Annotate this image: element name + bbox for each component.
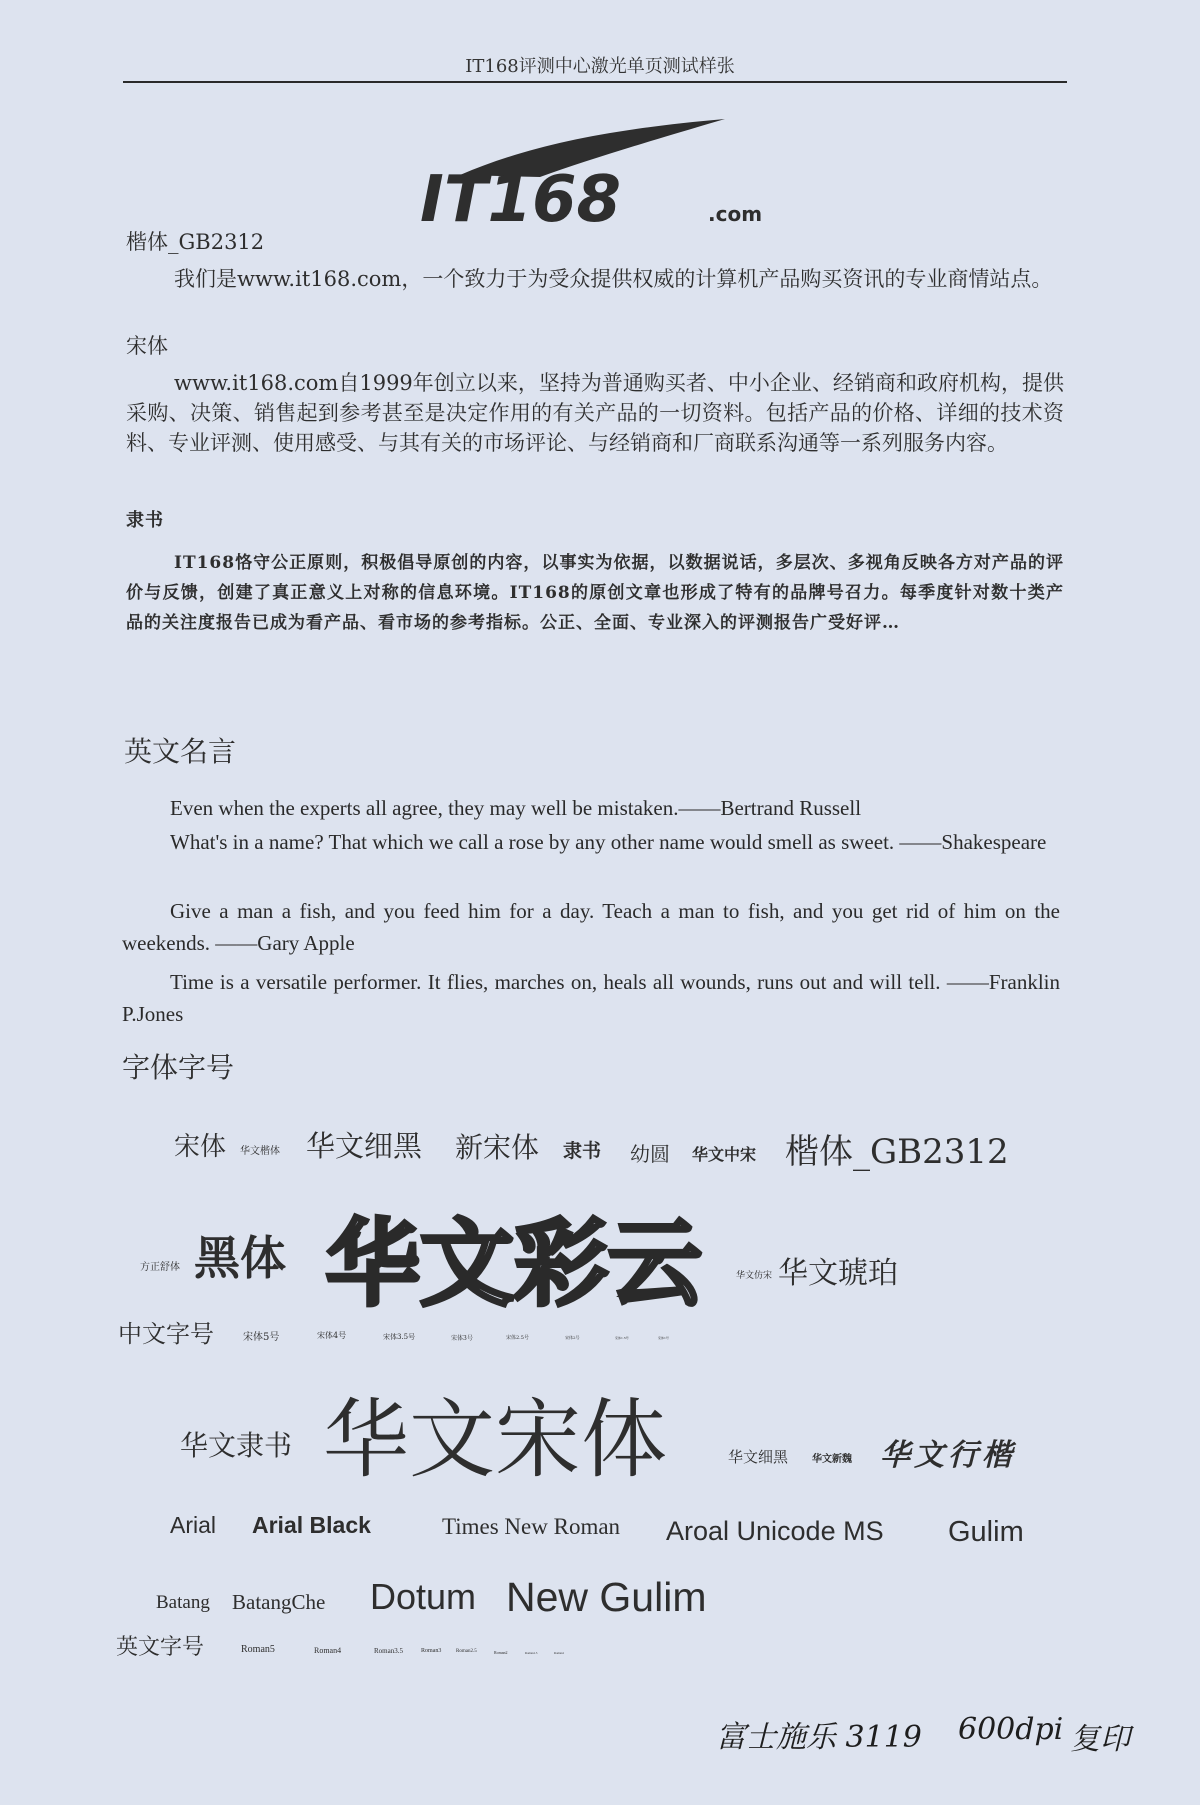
sample-arial-black: Arial Black	[252, 1512, 371, 1538]
cn-size-5: 宋体5号	[243, 1332, 280, 1343]
sample-huawen-hupo: 华文琥珀	[778, 1256, 898, 1291]
cn-size-1: 宋体1号	[658, 1336, 669, 1340]
handwritten-printer-model: 富士施乐 3119	[716, 1720, 922, 1755]
en-size-3-5: Roman3.5	[374, 1647, 403, 1655]
cn-size-3-5: 宋体3.5号	[383, 1333, 416, 1341]
en-size-4: Roman4	[314, 1646, 342, 1655]
cn-size-2: 宋体2号	[565, 1335, 580, 1340]
sample-batang: Batang	[156, 1592, 210, 1613]
sample-huawen-zhongsong: 华文中宋	[692, 1145, 757, 1164]
en-sizes-label: 英文字号	[116, 1635, 205, 1660]
en-size-3: Roman3	[421, 1648, 442, 1654]
logo-suffix: .com	[708, 202, 763, 226]
it168-logo	[420, 115, 780, 234]
lishu-paragraph: IT168恪守公正原则，积极倡导原创的内容，以事实为依据，以数据说话，多层次、多视角反映各方对产品的评价与反馈，创建了真正意义上对称的信息环境。IT168的原创文章也形成了特有的品牌号召力。每季度针对数十类产品的关注度报告已成为看产品、看市场的参考指标。公正、全面、专业深入的评测报告广受好评…	[126, 553, 1064, 633]
en-size-2: Roman2	[494, 1650, 508, 1655]
sample-kaiti-gb2312: 楷体_GB2312	[785, 1132, 1009, 1172]
cn-size-1-5: 宋体1.5号	[615, 1336, 629, 1340]
sample-new-gulim: New Gulim	[506, 1574, 707, 1620]
kaiti-label: 楷体_GB2312	[126, 230, 265, 254]
handwritten-note: 复印	[1070, 1722, 1130, 1757]
sample-gulim: Gulim	[948, 1516, 1024, 1548]
swoosh-icon	[420, 115, 780, 230]
sample-huawen-songti: 华文宋体	[323, 1390, 667, 1490]
sample-huawen-kaiti: 华文楷体	[240, 1146, 280, 1157]
handwritten-dpi: 600dpi	[958, 1712, 1064, 1747]
en-size-5: Roman5	[241, 1644, 275, 1655]
cn-size-2-5: 宋体2.5号	[506, 1335, 529, 1341]
quote-franklin-jones: Time is a versatile performer. It flies, marches on, heals all wounds, runs out and will tell. ——Franklin P.Jones	[122, 970, 1060, 1026]
sample-xinsongti: 新宋体	[455, 1131, 540, 1164]
songti-label: 宋体	[126, 334, 168, 358]
sample-huawen-xihei: 华文细黑	[306, 1129, 423, 1163]
cn-sizes-label: 中文字号	[118, 1320, 214, 1348]
en-size-1: Roman1	[554, 1651, 565, 1655]
cn-size-4: 宋体4号	[317, 1331, 347, 1340]
quote-russell: Even when the experts all agree, they may well be mistaken.——Bertrand Russell	[170, 796, 862, 820]
sample-songti: 宋体	[174, 1132, 227, 1162]
sample-dotum: Dotum	[370, 1576, 477, 1617]
sample-huawen-lishu: 华文隶书	[180, 1429, 293, 1462]
fonts-heading: 字体字号	[122, 1051, 235, 1084]
sample-huawen-xinwei: 华文新魏	[812, 1454, 852, 1465]
page-header-title: IT168评测中心激光单页测试样张	[465, 56, 735, 77]
cn-size-3: 宋体3号	[451, 1335, 473, 1342]
header-rule	[123, 81, 1067, 83]
sample-youyuan: 幼圆	[630, 1142, 670, 1166]
sample-huawen-caiyun: 华文彩云	[326, 1210, 703, 1319]
sample-huawen-xingkai: 华文行楷	[880, 1438, 1016, 1473]
sample-batangche: BatangChe	[232, 1590, 326, 1614]
quote-gary-apple: Give a man a fish, and you feed him for a day. Teach a man to fish, and you get rid of him on the weekends. ——Gary Apple	[122, 899, 1060, 955]
sample-huawen-xihei-small: 华文细黑	[728, 1448, 789, 1466]
en-size-2-5: Roman2.5	[456, 1649, 477, 1654]
lishu-label: 隶书	[126, 510, 164, 531]
sample-arial-unicode-ms: Aroal Unicode MS	[666, 1516, 884, 1546]
sample-heiti: 黑体	[194, 1231, 286, 1285]
quote-shakespeare: What's in a name? That which we call a rose by any other name would smell as sweet. ——Shakespeare	[170, 830, 1047, 854]
en-size-1-5: Roman1.5	[525, 1651, 538, 1655]
sample-lishu: 隶书	[563, 1140, 602, 1162]
kaiti-paragraph: 我们是www.it168.com，一个致力于为受众提供权威的计算机产品购买资讯的专业商情站点。	[174, 267, 1053, 291]
sample-times-new-roman: Times New Roman	[442, 1514, 621, 1539]
sample-arial: Arial	[170, 1512, 217, 1538]
logo-text: IT168	[420, 163, 622, 230]
quotes-heading: 英文名言	[124, 735, 237, 768]
sample-huawen-fangsong: 华文仿宋	[736, 1271, 773, 1281]
sample-fangzheng-shuti: 方正舒体	[140, 1262, 180, 1273]
songti-paragraph: www.it168.com自1999年创立以来，坚持为普通购买者、中小企业、经销商和政府机构，提供采购、决策、销售起到参考甚至是决定作用的有关产品的一切资料。包括产品的价格、详细的技术资料、专业评测、使用感受、与其有关的市场评论、与经销商和厂商联系沟通等一系列服务内容。	[126, 371, 1064, 455]
